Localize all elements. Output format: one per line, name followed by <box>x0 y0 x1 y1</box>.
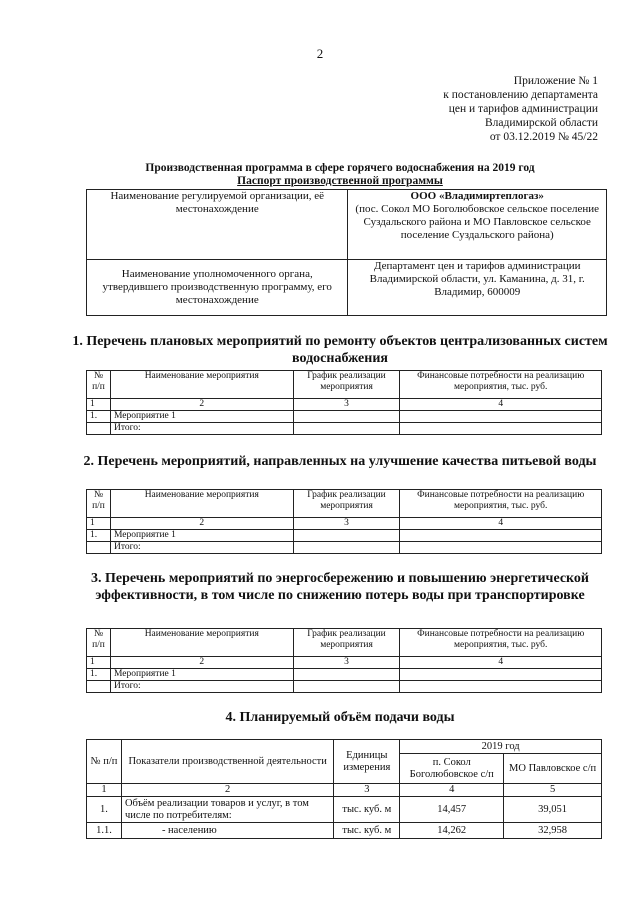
section4-table <box>86 739 602 839</box>
col-schedule-header: График реализации мероприятия <box>293 629 400 657</box>
index-cell: 4 <box>400 399 602 411</box>
section2-title: 2. Перечень мероприятий, направленных на улучшение качества питьевой воды <box>83 454 597 469</box>
total-label: Итого: <box>110 542 293 554</box>
org-location: (пос. Сокол МО Боголюбовское сельское поселение Суздальского района и МО Павловское сельское поселение Суздальского района) <box>355 203 600 241</box>
col-pavl-header: МО Павловское с/п <box>504 754 602 784</box>
row-pavl-value: 32,958 <box>504 823 602 839</box>
index-cell: 4 <box>400 657 602 669</box>
row-name: Мероприятие 1 <box>110 669 293 681</box>
index-cell: 3 <box>334 784 400 797</box>
passport-authority-label: Наименование уполномоченного органа, утвердившего производственную программу, его местонахождение <box>87 260 348 316</box>
section1-table <box>86 370 602 435</box>
index-cell: 2 <box>121 784 333 797</box>
col-finance-header: Финансовые потребности на реализацию мероприятия, тыс. руб. <box>400 371 602 399</box>
index-cell: 1 <box>87 657 111 669</box>
total-label: Итого: <box>110 681 293 693</box>
program-title: Производственная программа в сфере горячего водоснабжения на 2019 год <box>145 162 535 174</box>
col-name-header: Наименование мероприятия <box>110 490 293 518</box>
appendix-line: Приложение № 1 <box>513 75 598 87</box>
index-cell: 5 <box>504 784 602 797</box>
col-num-header: № п/п <box>87 629 111 657</box>
col-num-header: № п/п <box>87 371 111 399</box>
index-cell: 1 <box>87 518 111 530</box>
table-row <box>87 411 602 423</box>
col-sokol-header: п. Сокол Боголюбовское с/п <box>400 754 504 784</box>
row-num: 1.1. <box>87 823 122 839</box>
table-total-row <box>87 423 602 435</box>
row-pavl-value: 39,051 <box>504 797 602 823</box>
passport-org-value <box>348 190 607 260</box>
appendix-line: к постановлению департамента <box>443 89 598 101</box>
col-schedule-header: График реализации мероприятия <box>293 490 400 518</box>
program-title-block <box>60 162 620 188</box>
row-indicator: - населению <box>121 823 333 839</box>
index-cell: 4 <box>400 784 504 797</box>
col-num-header: № п/п <box>87 490 111 518</box>
total-label: Итого: <box>110 423 293 435</box>
passport-authority-value: Департамент цен и тарифов администрации Владимирской области, ул. Каманина, д. 31, г. Владимир, 600009 <box>348 260 607 316</box>
appendix-line: цен и тарифов администрации <box>448 103 598 115</box>
section1-title: 1. Перечень плановых мероприятий по ремонту объектов централизованных систем водоснабжения <box>72 334 608 366</box>
row-sokol-value: 14,457 <box>400 797 504 823</box>
row-unit: тыс. куб. м <box>334 797 400 823</box>
table-row <box>87 797 602 823</box>
table-row <box>87 669 602 681</box>
table-total-row <box>87 542 602 554</box>
col-finance-header: Финансовые потребности на реализацию мероприятия, тыс. руб. <box>400 490 602 518</box>
index-cell: 3 <box>293 518 400 530</box>
col-finance-header: Финансовые потребности на реализацию мероприятия, тыс. руб. <box>400 629 602 657</box>
passport-table <box>86 189 607 316</box>
appendix-line: Владимирской области <box>484 117 598 129</box>
row-name: Мероприятие 1 <box>110 530 293 542</box>
col-units-header: Единицы измерения <box>334 740 400 784</box>
index-cell: 2 <box>110 657 293 669</box>
table-row <box>87 823 602 839</box>
section2-table <box>86 489 602 554</box>
index-cell: 3 <box>293 657 400 669</box>
col-name-header: Наименование мероприятия <box>110 371 293 399</box>
col-year-header: 2019 год <box>400 740 602 754</box>
row-sokol-value: 14,262 <box>400 823 504 839</box>
col-schedule-header: График реализации мероприятия <box>293 371 400 399</box>
page-number: 2 <box>316 46 324 61</box>
row-num: 1. <box>87 530 111 542</box>
appendix-line: от 03.12.2019 № 45/22 <box>489 131 598 143</box>
index-cell: 3 <box>293 399 400 411</box>
col-indicator-header: Показатели производственной деятельности <box>121 740 333 784</box>
section3-title: 3. Перечень мероприятий по энергосбережению и повышению энергетической эффективности, в том числе по снижению потерь воды при транспортировке <box>90 571 590 603</box>
index-cell: 2 <box>110 399 293 411</box>
col-name-header: Наименование мероприятия <box>110 629 293 657</box>
table-row <box>87 530 602 542</box>
section3-table <box>86 628 602 693</box>
col-num-header: № п/п <box>87 740 122 784</box>
index-cell: 4 <box>400 518 602 530</box>
index-cell: 1 <box>87 784 122 797</box>
row-indicator: Объём реализации товаров и услуг, в том числе по потребителям: <box>121 797 333 823</box>
section4-title: 4. Планируемый объём подачи воды <box>225 710 455 725</box>
passport-org-label: Наименование регулируемой организации, её местонахождение <box>87 190 348 260</box>
org-name: ООО «Владимиртеплогаз» <box>410 190 544 202</box>
row-unit: тыс. куб. м <box>334 823 400 839</box>
table-total-row <box>87 681 602 693</box>
appendix-block <box>443 74 598 144</box>
row-name: Мероприятие 1 <box>110 411 293 423</box>
index-cell: 2 <box>110 518 293 530</box>
passport-title: Паспорт производственной программы <box>237 175 443 187</box>
row-num: 1. <box>87 411 111 423</box>
row-num: 1. <box>87 669 111 681</box>
row-num: 1. <box>87 797 122 823</box>
index-cell: 1 <box>87 399 111 411</box>
